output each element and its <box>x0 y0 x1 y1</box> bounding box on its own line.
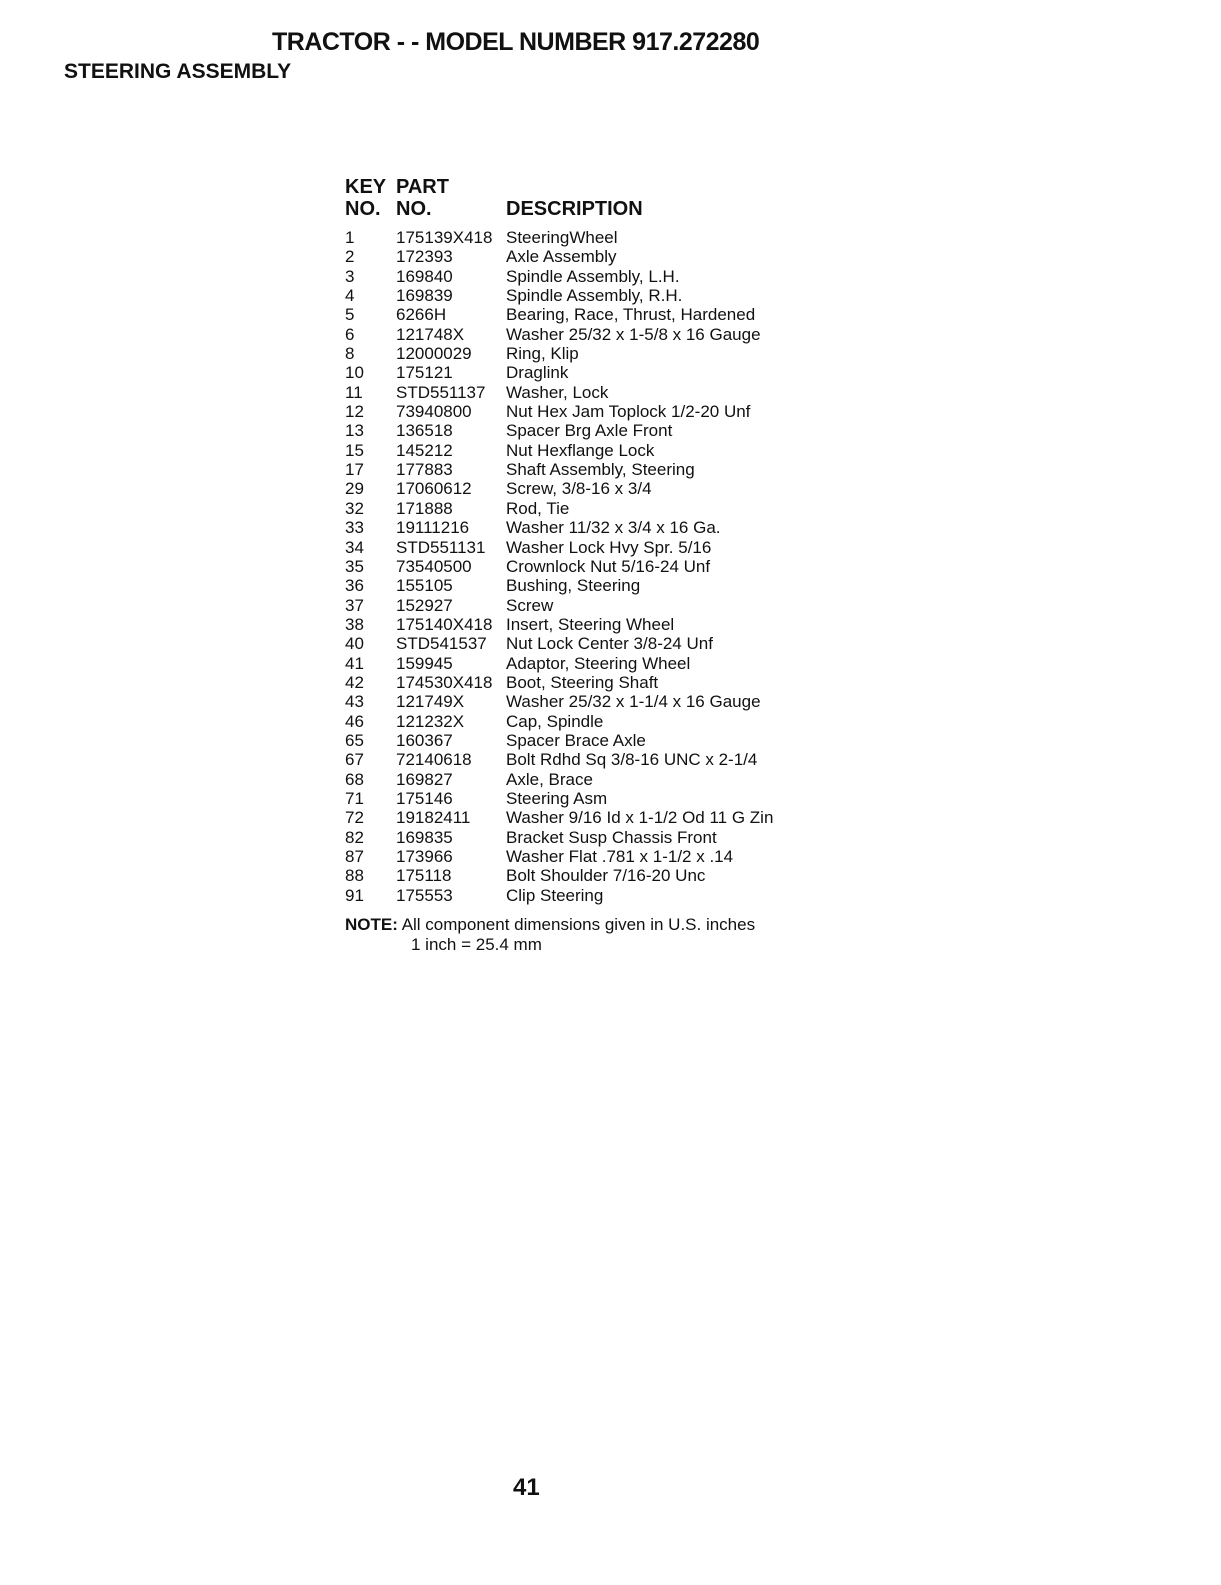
part-description: Washer 9/16 Id x 1-1/2 Od 11 G Zin <box>506 808 774 828</box>
page-number: 41 <box>513 1474 540 1501</box>
key-number: 2 <box>345 247 355 267</box>
part-number: 160367 <box>396 730 453 750</box>
parts-table <box>345 176 773 905</box>
key-number: 72 <box>345 808 364 828</box>
part-description: Rod, Tie <box>506 498 570 518</box>
part-number: 175146 <box>396 788 453 808</box>
part-description: Washer 25/32 x 1-5/8 x 16 Gauge <box>506 324 761 344</box>
key-number: 71 <box>345 788 364 808</box>
part-number: STD551137 <box>396 382 486 402</box>
part-description: Axle, Brace <box>506 769 593 789</box>
key-number: 43 <box>345 692 364 712</box>
key-number: 12 <box>345 402 364 422</box>
table-row <box>345 325 773 344</box>
key-header-line2: NO. <box>345 198 381 220</box>
key-number: 33 <box>345 518 364 538</box>
table-row <box>345 634 773 653</box>
table-row <box>345 886 773 905</box>
part-description: Draglink <box>506 363 569 383</box>
part-number: 152927 <box>396 595 453 615</box>
part-description: Spacer Brace Axle <box>506 730 646 750</box>
table-row <box>345 576 773 595</box>
parts-table-body <box>345 228 773 905</box>
table-row <box>345 402 773 421</box>
part-number: 169840 <box>396 266 453 286</box>
key-number: 1 <box>345 228 355 247</box>
key-number: 10 <box>345 363 364 383</box>
key-number: 4 <box>345 286 355 306</box>
key-number: 32 <box>345 498 364 518</box>
table-row <box>345 615 773 634</box>
part-description: Bracket Susp Chassis Front <box>506 827 717 847</box>
part-number: 6266H <box>396 305 447 325</box>
part-number: 175553 <box>396 885 453 905</box>
key-number: 5 <box>345 305 355 325</box>
key-number: 35 <box>345 556 364 576</box>
key-number: 11 <box>345 382 363 402</box>
part-description: Washer, Lock <box>506 382 609 402</box>
description-header: DESCRIPTION <box>506 198 643 220</box>
key-number: 67 <box>345 750 364 770</box>
table-row <box>345 808 773 827</box>
table-row <box>345 499 773 518</box>
key-number: 3 <box>345 266 355 286</box>
table-row <box>345 866 773 885</box>
part-number: 155105 <box>396 576 453 596</box>
key-number: 34 <box>345 537 364 557</box>
table-row <box>345 557 773 576</box>
part-description: Washer 11/32 x 3/4 x 16 Ga. <box>506 518 721 538</box>
table-row <box>345 518 773 537</box>
key-number: 6 <box>345 324 355 344</box>
table-row <box>345 383 773 402</box>
part-description: Axle Assembly <box>506 247 617 267</box>
part-description: Nut Lock Center 3/8-24 Unf <box>506 634 713 654</box>
part-description: SteeringWheel <box>506 228 618 247</box>
part-number: 159945 <box>396 653 453 673</box>
table-row <box>345 441 773 460</box>
note-text: All component dimensions given in U.S. inches <box>401 915 756 934</box>
key-number: 65 <box>345 730 364 750</box>
key-number: 36 <box>345 576 364 596</box>
key-number: 8 <box>345 344 355 364</box>
table-row <box>345 789 773 808</box>
part-number: STD551131 <box>396 537 486 557</box>
part-description: Crownlock Nut 5/16-24 Unf <box>506 556 711 576</box>
table-row <box>345 344 773 363</box>
part-description: Bushing, Steering <box>506 576 641 596</box>
header-row-2 <box>345 198 773 228</box>
key-number: 40 <box>345 634 364 654</box>
part-description: Bearing, Race, Thrust, Hardened <box>506 305 756 325</box>
part-number: 121748X <box>396 324 465 344</box>
part-number: 12000029 <box>396 344 472 364</box>
key-number: 13 <box>345 421 364 441</box>
table-row <box>345 673 773 692</box>
table-row <box>345 267 773 286</box>
key-number: 91 <box>345 885 364 905</box>
part-description: Adaptor, Steering Wheel <box>506 653 691 673</box>
key-number: 42 <box>345 672 364 692</box>
part-number: 173966 <box>396 847 453 866</box>
note-line1 <box>345 915 755 935</box>
key-header-line1: KEY <box>345 176 387 198</box>
part-description: Spacer Brg Axle Front <box>506 421 673 441</box>
section-title: STEERING ASSEMBLY <box>64 60 292 83</box>
part-description: Washer Flat .781 x 1-1/2 x .14 <box>506 847 734 866</box>
key-number: 41 <box>345 653 364 673</box>
part-number: 19111216 <box>396 518 470 538</box>
key-number: 17 <box>345 460 364 480</box>
part-number: STD541537 <box>396 634 487 654</box>
key-number: 82 <box>345 827 364 847</box>
part-description: Spindle Assembly, L.H. <box>506 266 680 286</box>
part-number: 72140618 <box>396 750 472 770</box>
parts-table-header <box>345 176 773 228</box>
key-number: 46 <box>345 711 364 731</box>
part-description: Spindle Assembly, R.H. <box>506 286 683 306</box>
table-row <box>345 750 773 769</box>
part-description: Ring, Klip <box>506 344 579 364</box>
part-header-line1: PART <box>396 176 449 198</box>
part-number: 175140X418 <box>396 614 493 634</box>
key-number: 37 <box>345 595 364 615</box>
part-number: 172393 <box>396 247 453 267</box>
table-row <box>345 538 773 557</box>
part-description: Nut Hex Jam Toplock 1/2-20 Unf <box>506 402 751 422</box>
part-description: Clip Steering <box>506 885 604 905</box>
part-number: 136518 <box>396 421 453 441</box>
table-row <box>345 421 773 440</box>
description-header-spacer <box>506 176 773 198</box>
part-number: 145212 <box>396 440 453 460</box>
part-number: 121232X <box>396 711 465 731</box>
part-description: Screw <box>506 595 554 615</box>
part-number: 174530X418 <box>396 672 493 692</box>
part-header-line2: NO. <box>396 198 432 220</box>
table-row <box>345 228 773 247</box>
part-number: 17060612 <box>396 479 472 499</box>
part-description: Insert, Steering Wheel <box>506 614 675 634</box>
key-number: 68 <box>345 769 364 789</box>
table-row <box>345 286 773 305</box>
part-number: 175121 <box>396 363 453 383</box>
part-number: 169839 <box>396 286 453 306</box>
table-row <box>345 712 773 731</box>
note-line2: 1 inch = 25.4 mm <box>411 935 542 954</box>
part-description: Nut Hexflange Lock <box>506 440 655 460</box>
part-number: 175118 <box>396 866 452 886</box>
key-number: 38 <box>345 614 364 634</box>
table-row <box>345 692 773 711</box>
part-description: Bolt Shoulder 7/16-20 Unc <box>506 866 706 886</box>
table-row <box>345 770 773 789</box>
note <box>345 915 755 955</box>
part-number: 121749X <box>396 692 465 712</box>
table-row <box>345 596 773 615</box>
part-description: Cap, Spindle <box>506 711 604 731</box>
table-row <box>345 247 773 266</box>
part-number: 175139X418 <box>396 228 493 247</box>
part-number: 169835 <box>396 827 453 847</box>
table-row <box>345 654 773 673</box>
part-number: 177883 <box>396 460 453 480</box>
part-number: 73540500 <box>396 556 472 576</box>
part-description: Washer Lock Hvy Spr. 5/16 <box>506 537 712 557</box>
part-description: Screw, 3/8-16 x 3/4 <box>506 479 652 499</box>
part-number: 169827 <box>396 769 453 789</box>
part-number: 73940800 <box>396 402 472 422</box>
part-description: Washer 25/32 x 1-1/4 x 16 Gauge <box>506 692 761 712</box>
part-description: Shaft Assembly, Steering <box>506 460 695 480</box>
table-row <box>345 731 773 750</box>
part-description: Bolt Rdhd Sq 3/8-16 UNC x 2-1/4 <box>506 750 758 770</box>
table-row <box>345 847 773 866</box>
table-row <box>345 363 773 382</box>
key-number: 15 <box>345 440 364 460</box>
table-row <box>345 828 773 847</box>
part-number: 19182411 <box>396 808 471 828</box>
page-title: TRACTOR - - MODEL NUMBER 917.272280 <box>272 28 760 56</box>
table-row <box>345 479 773 498</box>
part-description: Boot, Steering Shaft <box>506 672 659 692</box>
key-number: 87 <box>345 847 364 866</box>
part-number: 171888 <box>396 498 453 518</box>
header-row-1 <box>345 176 773 198</box>
key-number: 29 <box>345 479 364 499</box>
table-row <box>345 460 773 479</box>
part-description: Steering Asm <box>506 788 608 808</box>
table-row <box>345 305 773 324</box>
key-number: 88 <box>345 866 364 886</box>
note-label: NOTE: <box>345 915 398 934</box>
